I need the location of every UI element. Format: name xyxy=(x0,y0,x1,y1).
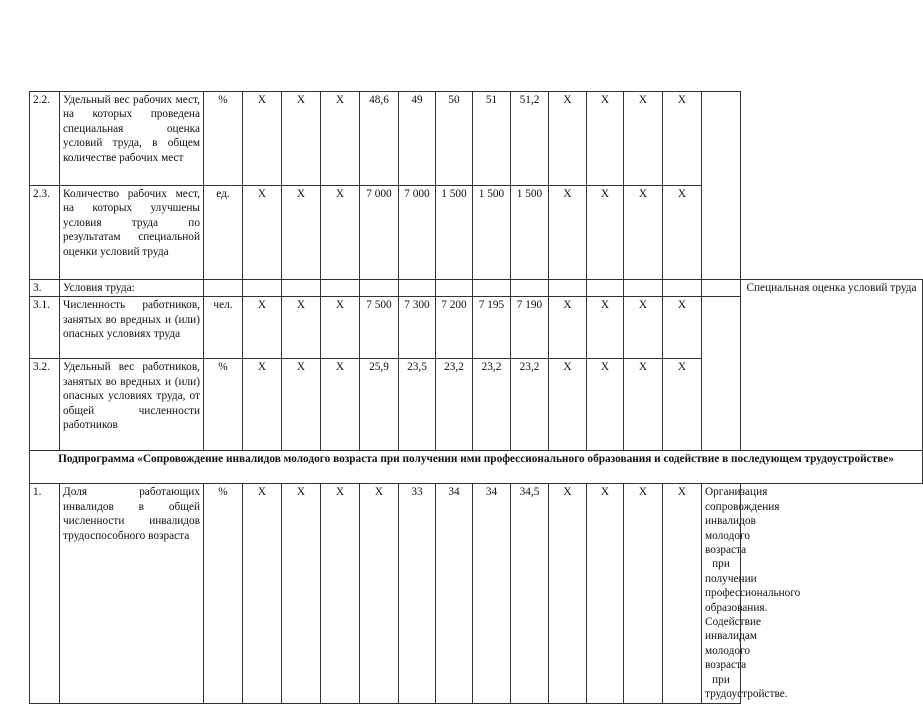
value-cell: X xyxy=(624,186,663,280)
value-cell: 7 500 xyxy=(360,297,399,359)
empty-cell xyxy=(399,280,436,297)
empty-cell xyxy=(243,280,282,297)
value-cell: X xyxy=(549,92,587,186)
value-cell: 48,6 xyxy=(360,92,399,186)
value-cell: X xyxy=(587,186,624,280)
empty-cell xyxy=(587,280,624,297)
row-number: 3.2. xyxy=(30,359,60,451)
value-cell: 23,2 xyxy=(436,359,473,451)
value-cell: 23,5 xyxy=(399,359,436,451)
value-cell: 1 500 xyxy=(473,186,511,280)
measure-note: Специальная оценка условий труда xyxy=(741,280,923,451)
indicator-name: Удельный вес рабочих мест, на которых проведена специальная оценка условий труда, в общем количестве рабочих мест xyxy=(60,92,204,186)
value-cell: X xyxy=(549,484,587,703)
table-row xyxy=(30,186,923,280)
measure-note: Организация сопровождения инвалидов молодого возраста при получении профессионального образования. Содействие инвалидам молодого возраста при трудоустройстве. xyxy=(702,484,741,703)
value-cell: X xyxy=(321,186,360,280)
table-row xyxy=(30,92,923,186)
value-cell: X xyxy=(587,92,624,186)
value-cell: 34 xyxy=(436,484,473,703)
value-cell: 34 xyxy=(473,484,511,703)
indicator-name: Условия труда: xyxy=(60,280,204,297)
value-cell: X xyxy=(321,92,360,186)
value-cell: 23,2 xyxy=(511,359,549,451)
table-row xyxy=(30,280,923,297)
value-cell: X xyxy=(587,297,624,359)
subprogram-row xyxy=(30,451,923,484)
value-cell: 50 xyxy=(436,92,473,186)
value-cell: X xyxy=(243,186,282,280)
row-number: 3.1. xyxy=(30,297,60,359)
empty-cell xyxy=(624,280,663,297)
value-cell: 1 500 xyxy=(436,186,473,280)
value-cell: X xyxy=(243,92,282,186)
value-cell: X xyxy=(663,186,702,280)
value-cell: 7 000 xyxy=(399,186,436,280)
value-cell: X xyxy=(360,484,399,703)
subprogram-title: Подпрограмма «Сопровождение инвалидов молодого возраста при получении ими профессионального образования и содействие в последующем трудоустройстве» xyxy=(30,451,923,484)
value-cell: X xyxy=(663,484,702,703)
value-cell: 51,2 xyxy=(511,92,549,186)
value-cell: X xyxy=(663,359,702,451)
indicators-table xyxy=(29,91,923,704)
value-cell: X xyxy=(243,484,282,703)
empty-cell xyxy=(473,280,511,297)
indicator-name: Доля работающих инвалидов в общей численности инвалидов трудоспособного возраста xyxy=(60,484,204,703)
value-cell: X xyxy=(282,297,321,359)
unit-cell: % xyxy=(204,359,243,451)
value-cell: X xyxy=(624,484,663,703)
value-cell: 7 195 xyxy=(473,297,511,359)
row-number: 2.2. xyxy=(30,92,60,186)
value-cell: 33 xyxy=(399,484,436,703)
empty-cell xyxy=(282,280,321,297)
empty-cell xyxy=(204,280,243,297)
empty-cell xyxy=(360,280,399,297)
value-cell: X xyxy=(549,359,587,451)
unit-cell: % xyxy=(204,92,243,186)
row-number: 3. xyxy=(30,280,60,297)
table-row xyxy=(30,484,923,703)
value-cell: 49 xyxy=(399,92,436,186)
value-cell: X xyxy=(663,297,702,359)
value-cell: X xyxy=(624,359,663,451)
value-cell: X xyxy=(549,186,587,280)
indicator-name: Количество рабочих мест, на которых улучшены условия труда по результатам специальной оценки условий труда xyxy=(60,186,204,280)
indicator-name: Удельный вес работников, занятых во вредных и (или) опасных условиях труда, от общей численности работников xyxy=(60,359,204,451)
empty-cell xyxy=(436,280,473,297)
value-cell: X xyxy=(624,92,663,186)
value-cell: X xyxy=(321,484,360,703)
row-number: 2.3. xyxy=(30,186,60,280)
unit-cell: % xyxy=(204,484,243,703)
value-cell: 25,9 xyxy=(360,359,399,451)
unit-cell: чел. xyxy=(204,297,243,359)
empty-cell xyxy=(511,280,549,297)
row-number: 1. xyxy=(30,484,60,703)
value-cell: 7 190 xyxy=(511,297,549,359)
value-cell: 7 200 xyxy=(436,297,473,359)
value-cell: 34,5 xyxy=(511,484,549,703)
value-cell: 1 500 xyxy=(511,186,549,280)
empty-cell xyxy=(549,280,587,297)
value-cell: X xyxy=(321,297,360,359)
value-cell: X xyxy=(587,359,624,451)
value-cell: 51 xyxy=(473,92,511,186)
value-cell: 7 000 xyxy=(360,186,399,280)
value-cell: X xyxy=(282,186,321,280)
empty-cell xyxy=(663,280,702,297)
value-cell: X xyxy=(243,359,282,451)
value-cell: 7 300 xyxy=(399,297,436,359)
value-cell: X xyxy=(321,359,360,451)
value-cell: X xyxy=(282,484,321,703)
value-cell: X xyxy=(624,297,663,359)
unit-cell: ед. xyxy=(204,186,243,280)
value-cell: X xyxy=(243,297,282,359)
value-cell: X xyxy=(282,359,321,451)
empty-cell xyxy=(702,280,741,297)
indicator-name: Численность работников, занятых во вредных и (или) опасных условиях труда xyxy=(60,297,204,359)
empty-cell xyxy=(321,280,360,297)
value-cell: X xyxy=(549,297,587,359)
value-cell: 23,2 xyxy=(473,359,511,451)
measure-note-empty xyxy=(702,92,741,280)
value-cell: X xyxy=(587,484,624,703)
value-cell: X xyxy=(282,92,321,186)
value-cell: X xyxy=(663,92,702,186)
